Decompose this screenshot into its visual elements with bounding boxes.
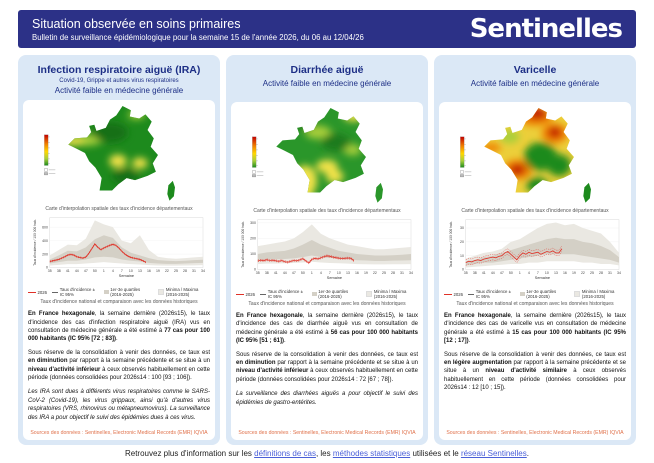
- svg-text:4: 4: [319, 271, 322, 276]
- footer-link[interactable]: définitions de cas: [254, 449, 316, 458]
- activity-level: Activité faible en médecine générale: [54, 86, 184, 95]
- chart-legend: [236, 289, 418, 299]
- svg-text:4: 4: [111, 269, 114, 274]
- legend-label: Taux d'incidence ± IC 95%: [59, 287, 95, 298]
- svg-text:38: 38: [56, 269, 61, 274]
- svg-text:600: 600: [42, 225, 48, 230]
- legend-label: Minima / Maxima (2016-2025): [581, 289, 615, 299]
- panel-text: [236, 312, 418, 412]
- svg-text:400: 400: [42, 239, 48, 244]
- map-caption: Carte d'interpolation spatiale des taux d'incidence départementaux: [45, 206, 193, 213]
- svg-text:25: 25: [174, 269, 178, 274]
- svg-text:34: 34: [201, 269, 205, 274]
- chart-caption: Taux d'incidence national et comparaison avec les données historiques: [248, 301, 406, 307]
- data-sources: Sources des données : Sentinelles, Electronic Medical Records (EMR) IQVIA: [30, 430, 208, 436]
- svg-text:0: 0: [45, 266, 48, 271]
- svg-text:25: 25: [382, 271, 386, 276]
- paragraph: En France hexagonale, la semaine dernière (2026s15), le taux d'incidence des cas d'infection respiratoire aiguë (IRA) vus en consultation de médecine générale a été estimé à 77 cas pour 100 000 habitants (IC 95% [72 ; 83]).: [28, 311, 210, 343]
- panel-head: [439, 60, 631, 102]
- legend-swatch-minmax: [574, 291, 581, 297]
- chart-caption: Taux d'incidence national et comparaison avec les données historiques: [456, 301, 614, 307]
- svg-text:22: 22: [164, 269, 169, 274]
- svg-text:16: 16: [354, 271, 359, 276]
- legend-swatch-quartiles: [312, 292, 317, 296]
- paragraph-italic: Les IRA sont dues à différents virus respiratoires comme le SARS-CoV-2 (Covid-19), les virus grippaux, ainsi qu'à d'autres virus respiratoires (VRS, rhinovirus ou métapneumovirus). La surveillance des IRA a pour objectif le suivi des épidémies dues à ces virus.: [28, 389, 210, 421]
- svg-text:0: 0: [461, 267, 464, 272]
- legend-swatch-minmax: [366, 291, 373, 297]
- page-footer: [18, 449, 636, 458]
- svg-text:7: 7: [536, 271, 539, 276]
- legend-label: 2026: [453, 291, 464, 297]
- svg-text:13: 13: [345, 271, 350, 276]
- footer-link[interactable]: réseau Sentinelles: [460, 449, 527, 458]
- svg-text:35: 35: [255, 271, 260, 276]
- panel-body: [231, 102, 423, 440]
- svg-text:35: 35: [47, 269, 52, 274]
- svg-text:0: 0: [253, 267, 256, 272]
- svg-text:31: 31: [608, 271, 612, 276]
- svg-text:30: 30: [460, 226, 464, 231]
- svg-text:41: 41: [65, 269, 70, 274]
- svg-text:50: 50: [92, 269, 97, 274]
- sentinelles-logo: Sentinelles: [469, 14, 622, 44]
- legend-label: 1er-3e quartiles (2016-2025): [110, 287, 141, 298]
- svg-text:Semaine: Semaine: [118, 273, 135, 279]
- france-incidence-map: [236, 106, 418, 207]
- paragraph: Sous réserve de la consolidation à venir des données, ce taux est en diminution par rapport à la semaine précédente et se situe à un niveau d'activité inférieur à ceux observés habituellement en cette période (données consolidées pour 2026s14 : 72 [67 ; 78]).: [236, 351, 419, 383]
- svg-text:1: 1: [310, 271, 313, 276]
- panel-diarrhee: [226, 55, 428, 445]
- map-caption: Carte d'interpolation spatiale des taux d'incidence départementaux: [461, 208, 609, 214]
- svg-text:Taux d'incidence / 100 000 hab: Taux d'incidence / 100 000 hab.: [32, 219, 37, 267]
- map-color-scale: [44, 135, 55, 175]
- incidence-time-series: [28, 214, 210, 286]
- header: [18, 10, 636, 48]
- svg-text:35: 35: [463, 271, 468, 276]
- svg-text:20: 20: [460, 240, 464, 245]
- legend-label: 1er-3e quartiles (2016-2025): [318, 289, 349, 299]
- france-incidence-map: [444, 106, 626, 207]
- svg-text:34: 34: [409, 271, 413, 276]
- legend-label: 2026: [245, 291, 256, 297]
- legend-swatch-current: [28, 292, 36, 293]
- svg-text:10: 10: [336, 271, 341, 276]
- panel-title: Infection respiratoire aiguë (IRA): [37, 64, 201, 76]
- incidence-time-series: [444, 216, 626, 288]
- legend-swatch-minmax: [158, 289, 165, 295]
- map-color-scale: [252, 137, 263, 177]
- panel-head: [231, 60, 423, 102]
- svg-text:100: 100: [250, 252, 256, 257]
- svg-text:41: 41: [273, 271, 278, 276]
- panel-pathogens: Covid-19, Grippe et autres virus respiratoires: [59, 77, 179, 84]
- panels-row: [18, 55, 636, 445]
- panel-title: Varicelle: [513, 64, 557, 76]
- svg-text:47: 47: [291, 271, 296, 276]
- svg-text:7: 7: [120, 269, 123, 274]
- header-text: [32, 17, 364, 42]
- svg-text:22: 22: [372, 271, 377, 276]
- svg-text:13: 13: [137, 269, 142, 274]
- svg-text:25: 25: [590, 271, 594, 276]
- svg-text:50: 50: [300, 271, 305, 276]
- panel-title: Diarrhée aiguë: [290, 64, 364, 76]
- svg-text:31: 31: [192, 269, 196, 274]
- paragraph-italic: La surveillance des diarrhées aiguës a pour objectif le suivi des épidémies de gastro-entérites.: [236, 391, 418, 406]
- svg-text:28: 28: [599, 271, 603, 276]
- svg-text:19: 19: [155, 269, 160, 274]
- svg-text:38: 38: [264, 271, 269, 276]
- svg-text:200: 200: [250, 236, 256, 241]
- chart-legend: [444, 289, 626, 299]
- legend-label: 1er-3e quartiles (2016-2025): [526, 289, 557, 299]
- map-caption: Carte d'interpolation spatiale des taux d'incidence départementaux: [253, 208, 401, 214]
- legend-swatch-current: [236, 294, 244, 295]
- activity-level: Activité faible en médecine générale: [262, 78, 392, 88]
- legend-label: Minima / Maxima (2016-2025): [373, 289, 407, 299]
- legend-label: Taux d'incidence ± IC 95%: [475, 289, 511, 299]
- corsica: [375, 183, 383, 203]
- svg-text:10: 10: [460, 253, 464, 258]
- svg-text:Taux d'incidence / 100 000 hab: Taux d'incidence / 100 000 hab.: [240, 221, 245, 268]
- legend-label: Taux d'incidence ± IC 95%: [267, 289, 303, 299]
- panel-text: [28, 310, 210, 427]
- svg-text:34: 34: [617, 271, 621, 276]
- legend-swatch-quartiles: [520, 292, 525, 296]
- svg-text:19: 19: [363, 271, 368, 276]
- page-title: Situation observée en soins primaires: [32, 16, 241, 31]
- svg-text:41: 41: [481, 271, 486, 276]
- data-sources: Sources des données : Sentinelles, Electronic Medical Records (EMR) IQVIA: [446, 430, 624, 436]
- panel-varicelle: [434, 55, 636, 445]
- svg-text:38: 38: [472, 271, 477, 276]
- svg-text:300: 300: [250, 221, 256, 226]
- svg-text:4: 4: [527, 271, 530, 276]
- legend-swatch-ci: [52, 292, 58, 293]
- legend-swatch-current: [444, 294, 452, 295]
- data-sources: Sources des données : Sentinelles, Electronic Medical Records (EMR) IQVIA: [238, 430, 416, 436]
- svg-text:Semaine: Semaine: [326, 275, 343, 281]
- svg-text:Semaine: Semaine: [534, 275, 551, 281]
- paragraph: En France hexagonale, la semaine dernière (2026s15), le taux d'incidence des cas de varicelle vus en consultation de médecine générale a été estimé à 15 cas pour 100 000 habitants (IC 95% [12 ; 17]).: [444, 313, 627, 345]
- france-incidence-map: [28, 104, 210, 205]
- svg-text:200: 200: [42, 252, 48, 257]
- legend-swatch-ci: [468, 294, 474, 295]
- svg-text:10: 10: [544, 271, 549, 276]
- page-subtitle: Bulletin de surveillance épidémiologique pour la semaine 15 de l'année 2026, du 06 au 12/04/26: [32, 32, 364, 42]
- activity-level: Activité faible en médecine générale: [470, 78, 600, 88]
- svg-text:47: 47: [83, 269, 88, 274]
- incidence-time-series: [236, 216, 418, 288]
- svg-text:1: 1: [518, 271, 521, 276]
- svg-text:31: 31: [400, 271, 404, 276]
- paragraph: En France hexagonale, la semaine dernière (2026s15), le taux d'incidence des cas de diarrhée aiguë vus en consultation de médecine générale a été estimé à 56 cas pour 100 000 habitants (IC 95% [51 ; 61]).: [236, 313, 418, 345]
- svg-text:44: 44: [490, 271, 495, 276]
- panel-head: [23, 60, 215, 100]
- svg-text:50: 50: [508, 271, 513, 276]
- footer-link[interactable]: méthodes statistiques: [332, 449, 411, 458]
- svg-text:1: 1: [102, 269, 105, 274]
- map-color-scale: [460, 137, 471, 177]
- paragraph: Sous réserve de la consolidation à venir des données, ce taux est en diminution par rapport à la semaine précédente et se situe à un niveau d'activité inférieur à ceux observés habituellement en cette période (données consolidées pour 2026s14 : 100 [93 ; 106]).: [28, 349, 211, 382]
- svg-text:Taux d'incidence / 100 000 hab: Taux d'incidence / 100 000 hab.: [448, 221, 453, 268]
- svg-text:22: 22: [580, 271, 585, 276]
- svg-text:44: 44: [74, 269, 79, 274]
- panel-ira: [18, 55, 220, 445]
- panel-body: [439, 102, 631, 440]
- svg-text:13: 13: [553, 271, 558, 276]
- legend-label: Minima / Maxima (2016-2025): [165, 287, 199, 298]
- svg-text:10: 10: [128, 269, 133, 274]
- legend-swatch-quartiles: [104, 290, 109, 294]
- footer-links: Retrouvez plus d'information sur les définitions de cas, les méthodes statistiques utilisées et le réseau Sentinelles.: [124, 449, 529, 458]
- legend-swatch-ci: [260, 294, 266, 295]
- chart-caption: Taux d'incidence national et comparaison avec les données historiques: [40, 299, 198, 306]
- svg-text:44: 44: [282, 271, 287, 276]
- chart-legend: [28, 287, 210, 297]
- corsica: [167, 181, 175, 201]
- paragraph: Sous réserve de la consolidation à venir des données, ce taux est en légère augmentation par rapport à la semaine précédente et se situe à un niveau d'activité similaire à ceux observés habituellement en cette période (données consolidées pour 2026s14 : 12 [10 ; 15]).: [444, 351, 627, 392]
- svg-text:7: 7: [328, 271, 331, 276]
- legend-label: 2026: [37, 289, 48, 295]
- panel-body: [23, 100, 215, 440]
- svg-text:47: 47: [499, 271, 504, 276]
- svg-text:28: 28: [183, 269, 187, 274]
- svg-text:19: 19: [571, 271, 576, 276]
- svg-text:16: 16: [562, 271, 567, 276]
- svg-text:16: 16: [146, 269, 151, 274]
- panel-text: [444, 312, 626, 398]
- svg-text:28: 28: [391, 271, 395, 276]
- corsica: [583, 183, 591, 203]
